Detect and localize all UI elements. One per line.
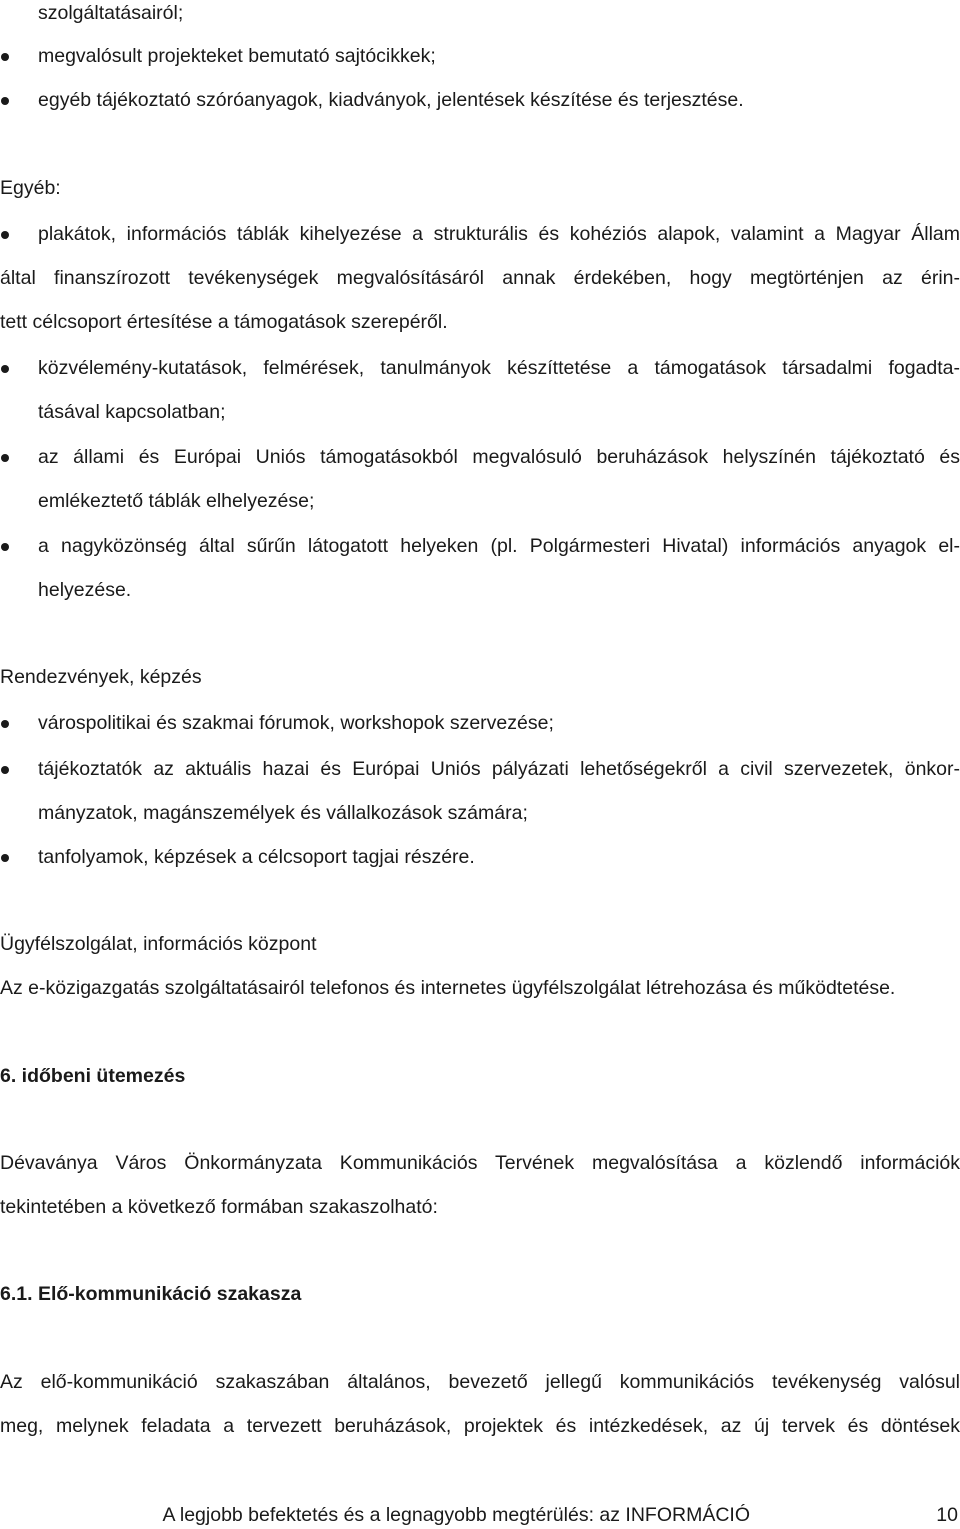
bullet-icon <box>1 454 9 462</box>
paragraph-line: meg, melynek feladata a tervezett beruházások, projektek és intézkedések, az új tervek és döntések <box>0 1415 960 1437</box>
bullet-icon <box>1 97 9 105</box>
list-item-line: az állami és Európai Uniós támogatásokból megvalósuló beruházások helyszínén tájékoztató és <box>38 446 960 468</box>
paragraph-line: Az elő-kommunikáció szakaszában általános, bevezető jellegű kommunikációs tevékenység valósul <box>0 1371 960 1393</box>
list-item-line: tájékoztatók az aktuális hazai és Európai Uniós pályázati lehetőségekről a civil szervezetek, önkor- <box>38 758 960 780</box>
list-item-line: tanfolyamok, képzések a célcsoport tagjai részére. <box>38 846 475 868</box>
paragraph-line: tekintetében a következő formában szakaszolható: <box>0 1196 438 1218</box>
paragraph: Az e-közigazgatás szolgáltatásairól telefonos és internetes ügyfélszolgálat létrehozása és működtetése. <box>0 977 896 999</box>
bullet-icon <box>1 543 9 551</box>
bullet-icon <box>1 231 9 239</box>
list-item-line: helyezése. <box>38 579 132 601</box>
list-item-line: tásával kapcsolatban; <box>38 401 226 423</box>
section-heading-egyeb: Egyéb: <box>0 177 61 199</box>
bullet-icon <box>1 720 9 728</box>
list-item-line: közvélemény-kutatások, felmérések, tanulmányok készíttetése a támogatások társadalmi fogadta- <box>38 357 960 379</box>
footer-text: A legjobb befektetés és a legnagyobb megtérülés: az INFORMÁCIÓ <box>162 1504 750 1526</box>
page-number: 10 <box>936 1504 958 1526</box>
section-heading-ugyfelszolgalat: Ügyfélszolgálat, információs központ <box>0 933 317 955</box>
list-item-line: várospolitikai és szakmai fórumok, workshopok szervezése; <box>38 712 554 734</box>
list-item: egyéb tájékoztató szóróanyagok, kiadványok, jelentések készítése és terjesztése. <box>38 89 744 111</box>
list-item-line: plakátok, információs táblák kihelyezése a strukturális és kohéziós alapok, valamint a Magyar Állam <box>38 223 960 245</box>
section-heading-rendezvenyek: Rendezvények, képzés <box>0 666 202 688</box>
bullet-icon <box>1 854 9 862</box>
list-continuation-line: szolgáltatásairól; <box>38 2 184 24</box>
bullet-icon <box>1 365 9 373</box>
list-item: megvalósult projekteket bemutató sajtócikkek; <box>38 45 436 67</box>
list-item-line: tett célcsoport értesítése a támogatások szerepéről. <box>0 311 448 333</box>
list-item-line: a nagyközönség által sűrűn látogatott helyeken (pl. Polgármesteri Hivatal) információs anyagok el- <box>38 535 960 557</box>
bullet-icon <box>1 53 9 61</box>
paragraph-line: Dévaványa Város Önkormányzata Kommunikációs Tervének megvalósítása a közlendő információk <box>0 1152 960 1174</box>
section-title: 6. időbeni ütemezés <box>0 1065 186 1087</box>
bullet-icon <box>1 766 9 774</box>
list-item-line: emlékeztető táblák elhelyezése; <box>38 490 315 512</box>
page-footer <box>0 1504 960 1526</box>
list-item-line: mányzatok, magánszemélyek és vállalkozások számára; <box>38 802 528 824</box>
list-item-line: által finanszírozott tevékenységek megvalósításáról annak érdekében, hogy megtörténjen az érin- <box>0 267 960 289</box>
subsection-title: 6.1. Elő-kommunikáció szakasza <box>0 1283 302 1305</box>
